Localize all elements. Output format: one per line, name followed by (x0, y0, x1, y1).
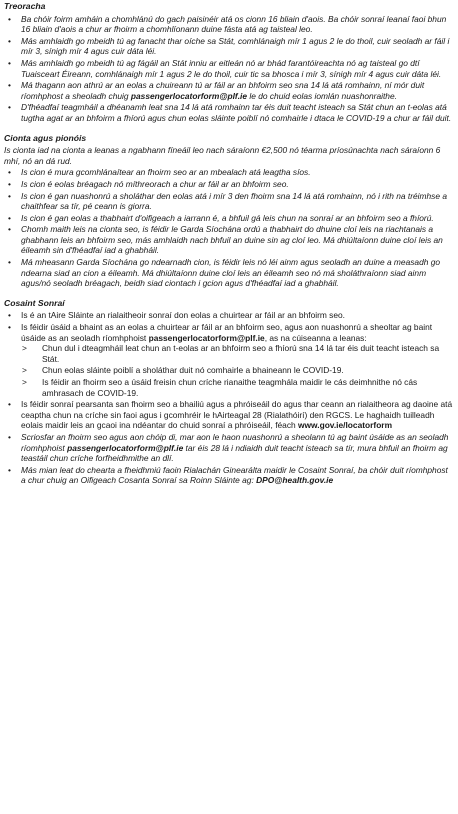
list-item (4, 432, 454, 464)
data-protection-list (4, 310, 454, 486)
list-item (4, 80, 454, 101)
sub-list-item: > Is féidir an fhoirm seo a úsáid freisin chun críche rianaithe teagmhála maidir le cás deimhnithe nó cás amhrasach de COVID-19. (4, 377, 454, 398)
list-item: • Is cion é eolas bréagach nó míthreorach a chur ar fáil ar an bhfoirm seo. (4, 179, 454, 190)
instruction-list (4, 14, 454, 124)
list-item-text: Is féidir sonraí pearsanta san fhoirm seo a bhailiú agus a phróiseáil do agus thar ceann an rialaitheora ag daoine atá ceaptha chun na críche sin faoi agus i gcomhréir le hAirteagal 28 (Rialathóirí) den RGCS. Le haghaidh tuilleadh eolais maidir leis an gcaoi ina ndéantar do chuid sonraí a phróiseáil, féach (21, 399, 453, 431)
list-item (4, 322, 454, 398)
list-item: • Is cion é gan nuashonrú a sholáthar den eolas atá i mír 3 den fhoirm sna 14 lá atá romhainn, nó i rith na tréimhse a chaithfear sa tír, pé ceann is giorra. (4, 191, 454, 212)
sub-list-item: > Chun dul i dteagmháil leat chun an t-eolas ar an bhfoirm seo a fhíorú sna 14 lá tar éis duit teacht isteach sa Stát. (4, 343, 454, 364)
sub-list-item: > Chun eolas sláinte poiblí a sholáthar duit nó comhairle a bhaineann le COVID-19. (4, 365, 454, 376)
email-link[interactable]: passengerlocatorform@plf.ie (67, 442, 184, 453)
section-intro: Is cionta iad na cionta a leanas a ngabhann fíneáil leo nach sáraíonn €2,500 nó téarma príosúnachta nach sáraíonn 6 mhí, nó an dá rud. (4, 145, 441, 166)
section-data-protection (4, 298, 454, 486)
purpose-sublist (4, 343, 454, 398)
list-item-text: Más mian leat do chearta a fheidhmiú faoin Rialachán Ginearálta maidir le Cosaint Sonraí, ba chóir duit ríomhphost a chur chuig an Oifigeach Cosanta Sonraí sa Roinn Sláinte ag: (21, 464, 448, 486)
list-item-text: le do chuid eolas iomlán nuashonraithe. (247, 90, 397, 101)
section-instructions (4, 1, 454, 124)
list-item-text: tar éis 28 lá i ndiaidh duit teacht isteach sa tír, mura bhfuil an fhoirm ag teastáil chun críche forfheidhmithe an dlí. (21, 442, 448, 464)
list-item-text: , as na cúiseanna a leanas: (264, 332, 367, 343)
list-item: • Is cion é mura gcomhlánaítear an fhoirm seo ar an mbealach atá leagtha síos. (4, 167, 454, 178)
section-offences (4, 133, 454, 289)
list-item: • Má mheasann Garda Síochána go ndearnadh cion, is féidir leis nó léi ainm agus seoladh an duine a measadh go ndearna siad an cion a éileamh. Má dhiúltaíonn duine cloí leis an éileamh seo nó má sholáthraíonn siad ainm agus/nó seoladh bréagach, beidh siad ciontach i gcion agus d'fhéadfaí iad a ghabháil. (4, 257, 454, 289)
list-item: • Ba chóir foirm amháin a chomhlánú do gach paisinéir atá os cionn 16 bliain d'aois. Ba chóir sonraí leanaí faoi bhun 16 bliain d'aois a chur ar fhoirm a chomhlíonann duine fásta atá ag taisteal leo. (4, 14, 454, 35)
list-item (4, 399, 454, 431)
list-item: • Chomh maith leis na cionta seo, is féidir le Garda Síochána ordú a thabhairt do dhuine cloí leis na riachtanais a ghabhann leis an bhfoirm seo, más amhlaidh nach bhfuil an duine sin ag cloí leo. Má dhiúltaíonn duine cloí leis an éileamh sin d'fhéadfaí iad a ghabháil. (4, 224, 454, 256)
list-item (4, 465, 454, 486)
section-heading: Treoracha (4, 1, 46, 11)
email-link[interactable]: passengerlocatorform@plf.ie (130, 90, 248, 101)
list-item: • Is cion é gan eolas a thabhairt d'oifigeach a iarrann é, a bhfuil gá leis chun na sonraí ar an bhfoirm seo a fhíorú. (4, 213, 454, 224)
list-item: • Is é an tAire Sláinte an rialaitheoir sonraí don eolas a chuirtear ar fáil ar an bhfoirm seo. (4, 310, 454, 321)
offences-list (4, 167, 454, 289)
section-heading: Cosaint Sonraí (4, 297, 65, 308)
list-item: • Más amhlaidh go mbeidh tú ag fanacht thar oíche sa Stát, comhlánaigh mír 1 agus 2 le do thoil, cuir seoladh ar fáil i mír 3, sínigh mír 4 agus cuir dáta léi. (4, 36, 454, 57)
list-item: • Más amhlaidh go mbeidh tú ag fágáil an Stát inniu ar eitleán nó ar bhád farantóireachta nó ag taisteal go dtí Tuaisceart Éireann, comhlánaigh mír 1 agus 2 le do thoil, cuir tic sa bhosca i mír 3, sínigh mír 4 agus cuir dáta léi. (4, 58, 454, 79)
list-item-text: Is féidir úsáid a bhaint as an eolas a chuirtear ar fáil ar an bhfoirm seo, agus aon nuashonrú a sheoltar ag baint úsáide as an seoladh ríomhphoist (21, 322, 433, 343)
email-link[interactable]: passengerlocatorform@plf.ie (148, 332, 265, 343)
list-item-text: Scriosfar an fhoirm seo agus aon chóip di, mar aon le haon nuashonrú a sheolann tú ag baint úsáide as an seoladh ríomhphoist (21, 431, 449, 453)
list-item-text: Má thagann aon athrú ar an eolas a chuireann tú ar fáil ar an bhfoirm seo sna 14 lá atá romhainn, ní mór duit ríomhphost a sheoladh chuig (21, 80, 425, 101)
section-heading: Cionta agus pionóis (4, 132, 87, 143)
email-link[interactable]: DPO@health.gov.ie (256, 475, 334, 486)
list-item: • D'fhéadfaí teagmháil a dhéanamh leat sna 14 lá atá romhainn tar éis duit teacht isteach sa Stát chun an t-eolas atá tugtha agat ar an bhfoirm a fhíorú agus chun eolas sláinte poiblí nó comhairle i dtaca le COVID-19 a chur ar fáil duit. (4, 102, 454, 123)
web-link[interactable]: www.gov.ie/locatorform (298, 420, 393, 431)
